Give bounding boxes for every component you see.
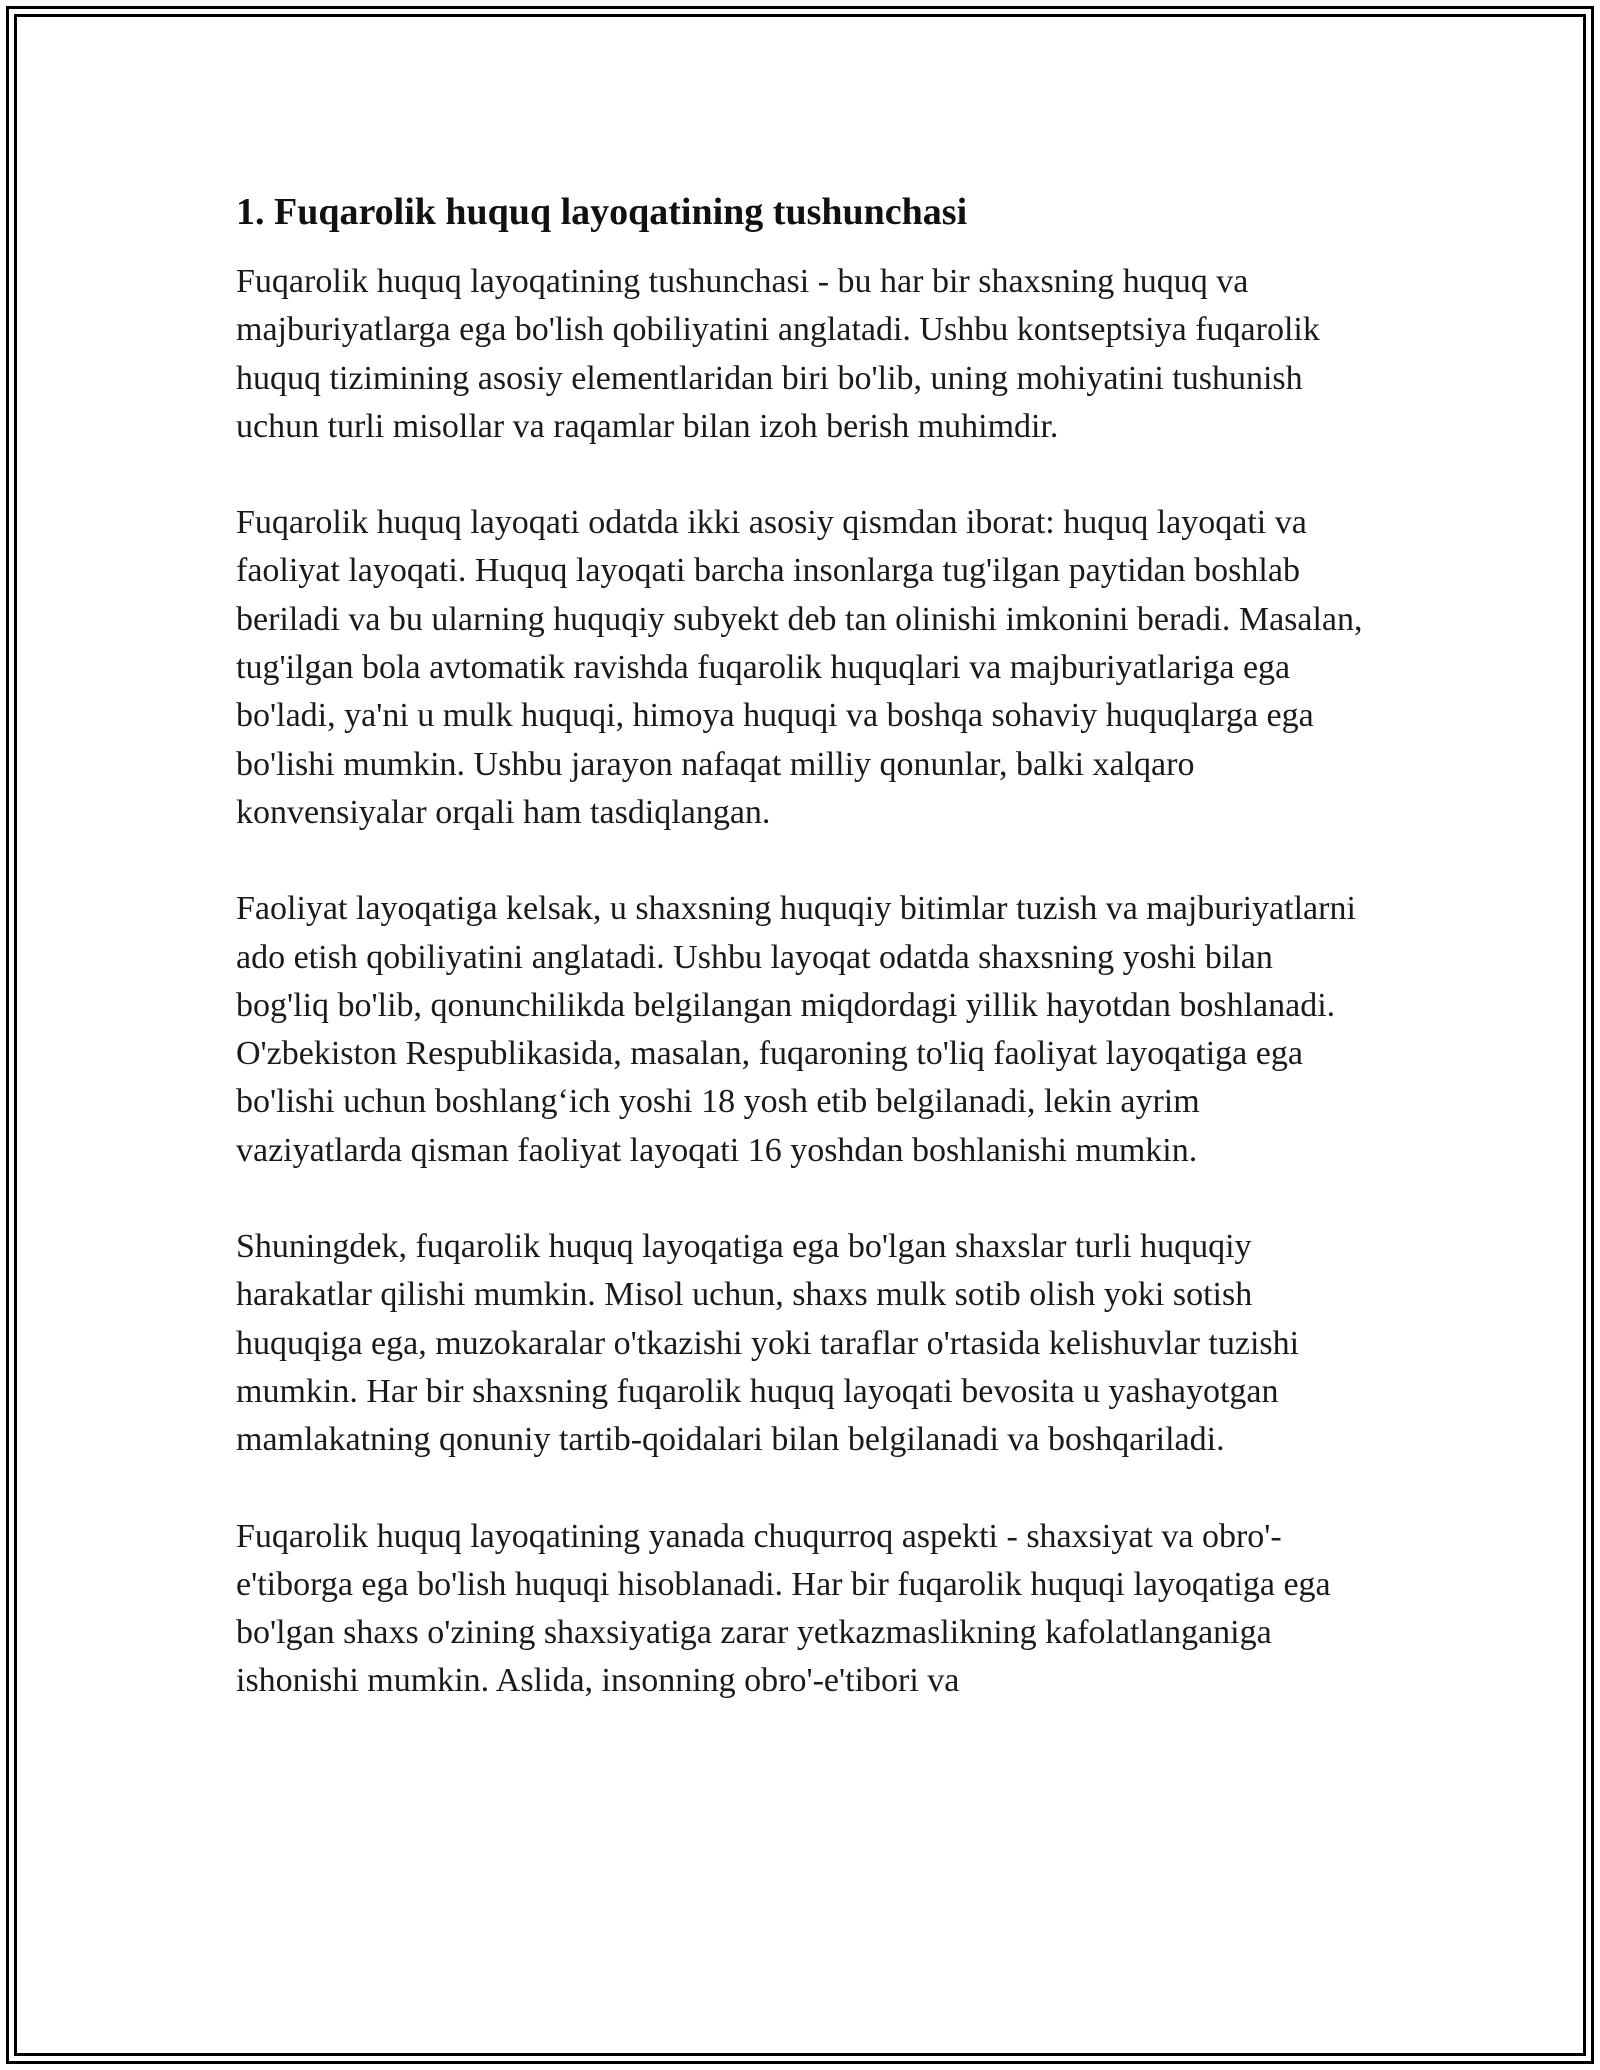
section-heading: 1. Fuqarolik huquq layoqatining tushunchasi bbox=[236, 191, 968, 233]
paragraph-5: Fuqarolik huquq layoqatining yanada chuqurroq aspekti - shaxsiyat va obro'-e'tiborga ega bo'lish huquqi hisoblanadi. Har bir fuqarolik huquqi layoqatiga ega bo'lgan shaxs o'zining shaxsiyatiga zarar yetkazmaslikning kafolatlanganiga ishonishi mumkin. Aslida, insonning obro'-e'tibori va bbox=[236, 1517, 1331, 1700]
paragraph-2: Fuqarolik huquq layoqati odatda ikki asosiy qismdan iborat: huquq layoqati va faoliyat layoqati. Huquq layoqati barcha insonlarga tug'ilgan paytidan boshlab beriladi va bu ularning huquqiy subyekt deb tan olinishi imkonini beradi. Masalan, tug'ilgan bola avtomatik ravishda fuqarolik huquqlari va majburiyatlariga ega bo'ladi, ya'ni u mulk huquqi, himoya huquqi va boshqa sohaviy huquqlarga ega bo'lishi mumkin. Ushbu jarayon nafaqat milliy qonunlar, balki xalqaro konvensiyalar orqali ham tasdiqlangan. bbox=[236, 504, 1363, 831]
paragraph-3: Faoliyat layoqatiga kelsak, u shaxsning huquqiy bitimlar tuzish va majburiyatlarni ado etish qobiliyatini anglatadi. Ushbu layoqat odatda shaxsning yoshi bilan bog'liq bo'lib, qonunchilikda belgilangan miqdordagi yillik hayotdan boshlanadi. O'zbekiston Respublikasida, masalan, fuqaroning to'liq faoliyat layoqatiga ega bo'lishi uchun boshlang‘ich yoshi 18 yosh etib belgilanadi, lekin ayrim vaziyatlarda qisman faoliyat layoqati 16 yoshdan boshlanishi mumkin. bbox=[236, 890, 1356, 1169]
paragraph-4: Shuningdek, fuqarolik huquq layoqatiga ega bo'lgan shaxslar turli huquqiy harakatlar qilishi mumkin. Misol uchun, shaxs mulk sotib olish yoki sotish huquqiga ega, muzokaralar o'tkazishi yoki taraflar o'rtasida kelishuvlar tuzishi mumkin. Har bir shaxsning fuqarolik huquq layoqati bevosita u yashayotgan mamlakatning qonuniy tartib-qoidalari bilan belgilanadi va boshqariladi. bbox=[236, 1228, 1300, 1459]
document-body bbox=[236, 186, 1366, 1754]
paragraph-1: Fuqarolik huquq layoqatining tushunchasi - bu har bir shaxsning huquq va majburiyatlarga ega bo'lish qobiliyatini anglatadi. Ushbu kontseptsiya fuqarolik huquq tizimining asosiy elementlaridan biri bo'lib, uning mohiyatini tushunish uchun turli misollar va raqamlar bilan izoh berish muhimdir. bbox=[236, 263, 1320, 445]
